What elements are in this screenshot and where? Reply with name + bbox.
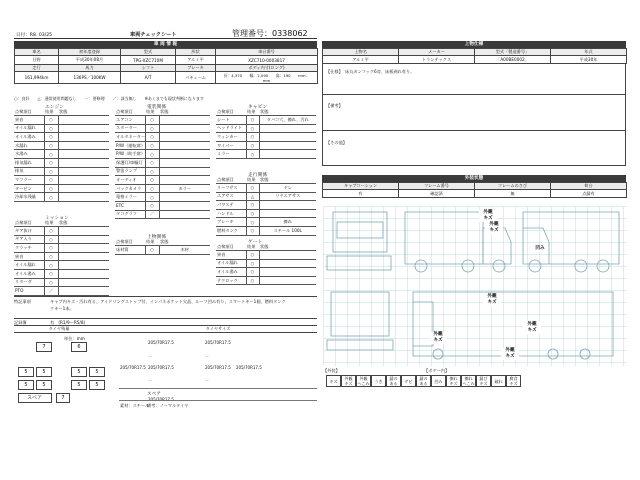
upper-value: 「A00BE0002」: [475, 56, 551, 64]
vehicle-value: 日野: [15, 56, 59, 65]
engine-item: 水漏れ: [14, 141, 44, 150]
legend-item: 錆び キズ: [476, 375, 491, 387]
mission-result: ○: [44, 269, 58, 278]
engine-state: [58, 193, 109, 202]
engine-state: [58, 176, 109, 185]
engine-state: [58, 184, 109, 193]
elec-state: [159, 176, 210, 185]
engine-result: ○: [44, 193, 58, 202]
mission-item: PTO: [14, 287, 44, 296]
upper-result: ○: [145, 246, 159, 255]
engine-result: ○: [44, 158, 58, 167]
elec-state: [159, 116, 210, 125]
upper-header: 年式: [551, 49, 627, 56]
cabin-table: [216, 109, 316, 159]
upper-header: 型式「製造番号」: [475, 49, 551, 56]
col-state: 状態: [159, 109, 210, 116]
spec-text: 床丸カンフック6対、床板剥れ有り。: [345, 69, 415, 74]
mission-item: オイル滲み: [14, 269, 44, 278]
top-view-outline: [413, 292, 613, 356]
upper-value: 平成30年: [551, 56, 627, 64]
body-dims: 長：4,370 幅：2,090 高：190 mm： mm: [216, 72, 318, 84]
col-result: 結果: [145, 239, 159, 246]
damage-tag: 外観 キズ: [429, 332, 447, 344]
damage-tag: 外観 キズ: [501, 348, 519, 360]
cabin-item: シート: [216, 116, 246, 125]
elec-state: [159, 158, 210, 167]
gate-item: オイル滲み: [216, 268, 246, 277]
upper-table: [115, 239, 210, 255]
cabin-state: [259, 150, 316, 159]
truck-diagram-area: [323, 206, 627, 366]
tire-note: 備考：ノーマルタイヤ: [147, 403, 189, 408]
gate-result: ○: [246, 251, 259, 260]
mission-state: [58, 227, 109, 236]
col-item: 点検項目: [14, 109, 44, 116]
drive-item: 燃料タンク: [216, 226, 246, 235]
col-result: 結果: [246, 109, 259, 116]
tire-size: 205/70R17.5: [148, 340, 174, 345]
tire-title: タイヤ残量: [14, 326, 104, 332]
upper-item: 床材質: [115, 246, 145, 255]
elec-result: ／: [145, 210, 159, 219]
mission-state: [58, 244, 109, 253]
ext-value: 確認済: [399, 190, 475, 198]
mission-result: ○: [44, 235, 58, 244]
drive-state: [259, 209, 316, 218]
ext-value: 有: [323, 190, 399, 198]
cabin-result: ○: [246, 116, 259, 125]
col-state: 状態: [58, 220, 109, 227]
vehicle-value: TPG-XZC710M: [121, 56, 176, 65]
spec-value: A/T: [121, 72, 176, 84]
tire-size-title: タイヤサイズ: [120, 326, 316, 332]
gate-title: ゲート: [248, 240, 263, 245]
engine-state: [58, 116, 109, 125]
tire-unit: 単位：mm: [64, 336, 85, 341]
mission-result: ○: [44, 244, 58, 253]
col-state: 状態: [259, 177, 316, 184]
mission-state: [58, 269, 109, 278]
elec-item: 警笛ランプ: [115, 167, 145, 176]
engine-item: 排気: [14, 167, 44, 176]
elec-item: オーディオ: [115, 176, 145, 185]
drive-item: パワステ: [216, 201, 246, 210]
vehicle-info-title: 車 両 情 報: [14, 41, 317, 48]
elec-item: オルタネーター: [115, 133, 145, 142]
spec-label: 【仕様】: [326, 69, 343, 74]
engine-item: オイル漏れ: [14, 124, 44, 133]
col-item: 点検項目: [14, 220, 44, 227]
legend-item: 凹み: [431, 375, 446, 387]
tire-spacer: [36, 356, 52, 366]
engine-item: 冷却水残量: [14, 193, 44, 202]
gate-state: [259, 276, 316, 285]
side-view-body: [405, 212, 483, 264]
mission-result: ○: [44, 227, 58, 236]
legend-item: 外観 へこみ: [357, 376, 370, 386]
drive-table: [216, 177, 316, 236]
tire-rear-right-inner: 5: [71, 367, 87, 377]
drive-item: ハンドル: [216, 209, 246, 218]
damage-tag: 凹み: [533, 246, 547, 252]
engine-result: ○: [44, 150, 58, 159]
gate-result: ○: [246, 259, 259, 268]
doc-title: 車両チェックシート: [130, 32, 177, 38]
notes-section: [14, 296, 317, 326]
spec-header: シフト: [121, 65, 176, 72]
elec-item: 電格ミラー: [115, 193, 145, 202]
gate-state: [259, 251, 316, 260]
gate-item: テクロック: [216, 276, 246, 285]
elec-result: ○: [145, 201, 159, 210]
gate-item: オイル漏れ: [216, 259, 246, 268]
header-rule: [14, 38, 317, 39]
col-result: 結果: [246, 177, 259, 184]
drive-state: スチール 100L: [259, 226, 316, 235]
vehicle-header: 車台番号: [216, 49, 318, 56]
vehicle-value: XZC710-0003817: [216, 56, 318, 65]
cabin-item: ウィンカー: [216, 133, 246, 142]
engine-item: 異音: [14, 116, 44, 125]
drive-result: ○: [246, 209, 259, 218]
spec-header: ボディ内寸(ロング): [216, 65, 318, 72]
tire-spare-value: 7: [56, 393, 70, 403]
elec-result: ○: [145, 193, 159, 202]
mission-result: ○: [44, 278, 58, 287]
mission-state: [58, 287, 109, 296]
col-result: 結果: [246, 244, 259, 251]
mission-state: [58, 252, 109, 261]
mission-result: ／: [44, 287, 58, 296]
ext-header: フレーム番号: [399, 183, 475, 190]
gate-item: 異音: [216, 251, 246, 260]
engine-state: [58, 141, 109, 150]
elec-result: ○: [145, 133, 159, 142]
upper-notes-box: [322, 63, 626, 166]
legend-item: 外観 キズ: [341, 375, 356, 387]
tire-size: 205/70R17.5: [205, 365, 231, 370]
engine-item: タービン: [14, 184, 44, 193]
elec-item: エアコン: [115, 116, 145, 125]
elec-result: ○: [145, 124, 159, 133]
notes-text: キャブ内キズ・汚れ有る、アイドリングストップ付、インパネポケット欠品、ルーフ凹み有り、スマートキー1個、燃料タンク: [50, 299, 286, 304]
upper-state: 木材: [159, 246, 210, 255]
tire-size: 205/70R17.5: [205, 340, 231, 345]
gate-state: [259, 268, 316, 277]
cabin-result: ○: [246, 141, 259, 150]
body-legend-label: 【ボデー内】: [424, 368, 450, 373]
tire-material: 素材：スチール: [120, 403, 150, 408]
elec-state: カラー: [159, 184, 210, 193]
other-label: 【その他】: [326, 140, 347, 145]
cabin-item: ヘッドライト: [216, 124, 246, 133]
legend-item: 錆の ある: [416, 375, 431, 387]
col-state: 状態: [259, 109, 316, 116]
mission-state: [58, 235, 109, 244]
elec-result: ○: [145, 150, 159, 159]
mission-item: ギア入り: [14, 235, 44, 244]
mission-item: ギア抜け: [14, 227, 44, 236]
gate-table: [216, 244, 316, 285]
elec-result: ○: [145, 167, 159, 176]
elec-item: バックカメラ: [115, 184, 145, 193]
damage-tag: 外観 キズ: [485, 222, 503, 234]
elec-state: [159, 150, 210, 159]
cabin-state: タバコ穴、擦れ、汚れ: [259, 116, 316, 125]
legend-item: 擦れ へこみ: [462, 376, 475, 386]
legend-item: 擦れ キズ: [446, 375, 461, 387]
drive-result: ○: [246, 218, 259, 227]
exterior-title: 外装状態: [322, 175, 626, 182]
upper-header: メーカー: [399, 49, 475, 56]
drive-result: ○: [246, 201, 259, 210]
tire-size: 205/70R17.5: [148, 397, 174, 402]
cabin-result: ○: [246, 124, 259, 133]
gate-state: [259, 259, 316, 268]
engine-state: [58, 124, 109, 133]
engine-title: エンジン: [45, 105, 64, 110]
rear-view-outline: [331, 292, 389, 336]
legend-item: 腐食 キズ: [506, 375, 521, 387]
notes-label: 特記事項: [14, 299, 31, 304]
engine-state: [58, 167, 109, 176]
mission-state: [58, 278, 109, 287]
engine-result: ○: [44, 124, 58, 133]
vehicle-header: 車名: [15, 49, 59, 56]
notes-text-2: クキー1本。: [50, 306, 74, 311]
col-item: 点検項目: [216, 177, 246, 184]
tire-spare-row: スペア: [147, 392, 161, 397]
elec-item: ETC: [115, 201, 145, 210]
mission-item: リターダ: [14, 278, 44, 287]
spec-header: ブレーキ: [176, 65, 216, 72]
tire-size-sub: －: [148, 354, 152, 359]
ext-header: キャブコーション: [323, 183, 399, 190]
engine-result: ○: [44, 184, 58, 193]
cabin-item: ワイパー: [216, 141, 246, 150]
ext-header: フレームのさび: [475, 183, 551, 190]
legend-item: 破れ: [491, 375, 506, 387]
upper-info-title: 上物仕様: [322, 41, 626, 48]
tire-rear2-right-outer: 5: [89, 380, 105, 390]
legend-item: キズ: [326, 375, 341, 387]
elec-state: [159, 167, 210, 176]
col-state: 状態: [259, 244, 316, 251]
tire-size-sub: －: [205, 354, 209, 359]
record-text: 有 (R1/9～R5/8): [50, 319, 86, 325]
tire-front-left: 7: [36, 342, 52, 352]
elec-item: P/W（運転席）: [115, 141, 145, 150]
cabin-item: ミラー: [216, 150, 246, 159]
spec-value: 161,994km: [15, 72, 59, 84]
engine-table: [14, 109, 109, 202]
upper-value: トランテックス: [399, 56, 475, 64]
elec-state: [159, 141, 210, 150]
elec-item: スターター: [115, 124, 145, 133]
col-result: 結果: [44, 220, 58, 227]
engine-result: ○: [44, 176, 58, 185]
mission-title: ミッション: [45, 216, 69, 221]
cabin-result: ○: [246, 150, 259, 159]
elec-state: [159, 193, 210, 202]
exterior-table: [322, 182, 627, 198]
elec-result: ○: [145, 141, 159, 150]
vehicle-value: アルミ平: [176, 56, 216, 65]
col-result: 結果: [145, 109, 159, 116]
drive-result: ○: [246, 226, 259, 235]
elec-title: 電装関係: [147, 105, 167, 110]
damage-tag: 外観 キズ: [483, 294, 501, 306]
drive-state: [259, 201, 316, 210]
ext-value: 無: [475, 190, 551, 198]
engine-result: ○: [44, 167, 58, 176]
vehicle-table: [14, 48, 318, 84]
notes2-label: 【備考】: [326, 103, 343, 108]
truck-diagram: [323, 206, 627, 366]
tire-rear-right-outer: 5: [89, 367, 105, 377]
elec-result: ○: [145, 176, 159, 185]
tire-size: 205/70R17.5: [236, 365, 262, 370]
col-result: 結果: [44, 109, 58, 116]
damage-tag: 外観 キズ: [479, 210, 497, 222]
tire-rear2-left-inner: 5: [36, 380, 52, 390]
drive-item: ブレーキ: [216, 218, 246, 227]
vehicle-value: 平成30年08月: [59, 56, 121, 65]
elec-table: [115, 109, 210, 219]
engine-item: オイル滲み: [14, 133, 44, 142]
mission-result: ○: [44, 261, 58, 270]
col-item: 点検項目: [115, 239, 145, 246]
engine-state: [58, 158, 109, 167]
engine-state: [58, 150, 109, 159]
legend-item: うき: [371, 375, 386, 387]
drive-state: ヤレ: [259, 184, 316, 193]
engine-result: ○: [44, 133, 58, 142]
elec-state: [159, 201, 210, 210]
mission-result: ○: [44, 252, 58, 261]
upper-value: アルミ平: [323, 56, 399, 64]
tire-rear-left-inner: 5: [36, 367, 52, 377]
engine-result: ○: [44, 141, 58, 150]
tire-rear2-right-inner: 5: [71, 380, 87, 390]
col-state: 状態: [159, 239, 210, 246]
elec-state: [159, 133, 210, 142]
elec-result: ○: [145, 158, 159, 167]
drive-item: リーフサス: [216, 184, 246, 193]
tire-rear-left-outer: 5: [18, 367, 34, 377]
gate-result: ○: [246, 268, 259, 277]
engine-result: ○: [44, 116, 58, 125]
gate-result: ○: [246, 276, 259, 285]
tire-front-right: 6: [71, 342, 87, 352]
tire-rear2-left-outer: 5: [18, 380, 34, 390]
cabin-result: ○: [246, 133, 259, 142]
record-label: 記録簿: [14, 319, 27, 325]
damage-tag: 外観 キズ: [523, 322, 541, 334]
elec-item: 保護灯/車幅灯: [115, 158, 145, 167]
elec-state: [159, 210, 210, 219]
elec-state: [159, 124, 210, 133]
date-label: 日付：R8. 03/25: [16, 33, 53, 38]
drive-item: エアサス: [216, 192, 246, 201]
upper-title: 上物関係: [147, 235, 167, 240]
exterior-legend-label: 【外装】: [323, 368, 340, 373]
engine-state: [58, 133, 109, 142]
engine-item: 水滲み: [14, 150, 44, 159]
exterior-legend: [326, 375, 521, 387]
mission-item: クラッチ: [14, 244, 44, 253]
mission-state: [58, 261, 109, 270]
col-item: 点検項目: [216, 244, 246, 251]
cabin-title: キャビン: [248, 105, 268, 110]
drive-result: ○: [246, 184, 259, 193]
spec-value: 136PS／100KW: [59, 72, 121, 84]
tire-spare-label: スペア: [18, 393, 52, 403]
elec-item: タコグラフ: [115, 210, 145, 219]
drive-title: 走行関係: [248, 173, 268, 178]
elec-result: ○: [145, 116, 159, 125]
engine-item: マフラー: [14, 176, 44, 185]
cabin-state: [259, 133, 316, 142]
legend: ○：良好 △：通常使用問題なし －：要修理 ／：該当無し ※あくまでも現状判断になります: [14, 96, 204, 101]
vehicle-header: 初年度登録: [59, 49, 121, 56]
cabin-state: [259, 141, 316, 150]
elec-item: P/W（助手席）: [115, 150, 145, 159]
mission-item: 異音: [14, 252, 44, 261]
ext-header: 荷台: [551, 183, 627, 190]
mission-table: [14, 220, 109, 296]
col-item: 点検項目: [216, 109, 246, 116]
drive-result: △: [246, 192, 259, 201]
col-item: 点検項目: [115, 109, 145, 116]
elec-result: ○: [145, 184, 159, 193]
engine-item: 排気漏れ: [14, 158, 44, 167]
mission-item: オイル漏れ: [14, 261, 44, 270]
spec-header: 馬力: [59, 65, 121, 72]
spec-header: 走行: [15, 65, 59, 72]
legend-item: 錆の ある: [386, 375, 401, 387]
vehicle-header: 型式: [121, 49, 176, 56]
spec-value: バキューム: [176, 72, 216, 84]
upper-header: 上物名: [323, 49, 399, 56]
upper-info-table: [322, 48, 627, 64]
management-number: 管理番号：0338062: [232, 29, 308, 38]
front-view-outline: [333, 212, 387, 252]
tire-size: 205/70R17.5: [148, 365, 174, 370]
drive-state: 擦れ: [259, 218, 316, 227]
cabin-state: [259, 124, 316, 133]
ext-value: 点錆有: [551, 190, 627, 198]
legend-item: サビ: [401, 375, 416, 387]
drive-state: リヤエアサス: [259, 192, 316, 201]
vehicle-header: 形状: [176, 49, 216, 56]
tire-size: 205/70R17.5: [120, 365, 146, 370]
col-state: 状態: [58, 109, 109, 116]
